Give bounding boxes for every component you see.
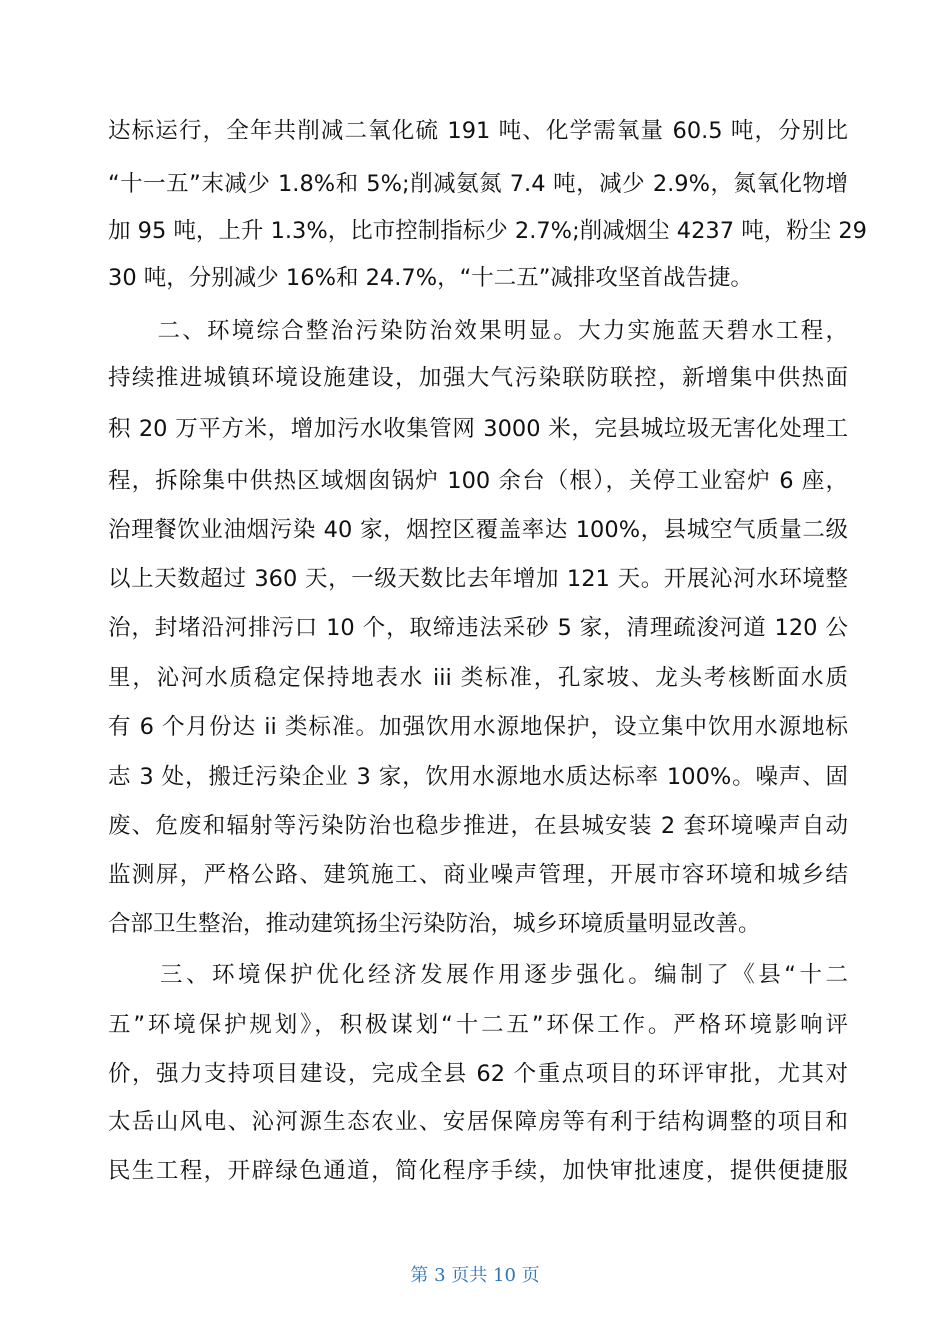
body-text-line: 里，沁河水质稳定保持地表水 iii 类标准，孔家坡、龙头考核断面水质 [108,665,848,691]
body-text-line: 治，封堵沿河排污口 10 个，取缔违法采砂 5 家，清理疏浚河道 120 公 [108,615,848,641]
body-text-line: 加 95 吨，上升 1.3%，比市控制指标少 2.7%;削减烟尘 4237 吨，粉尘 29 [108,218,867,244]
body-text-line: 持续推进城镇环境设施建设，加强大气污染联防联控，新增集中供热面 [108,365,848,391]
body-text-line: 积 20 万平方米，增加污水收集管网 3000 米，完县城垃圾无害化处理工 [108,416,848,442]
body-text-line: 价，强力支持项目建设，完成全县 62 个重点项目的环评审批，尤其对 [108,1061,848,1087]
body-text-line: 太岳山风电、沁河源生态农业、安居保障房等有利于结构调整的项目和 [108,1109,848,1135]
body-text-line: 合部卫生整治，推动建筑扬尘污染防治，城乡环境质量明显改善。 [108,911,761,937]
body-text-line: 志 3 处，搬迁污染企业 3 家，饮用水源地水质达标率 100%。噪声、固 [108,764,848,790]
body-text-line: 程，拆除集中供热区域烟囱锅炉 100 余台（根），关停工业窑炉 6 座， [108,468,848,494]
body-text-line: 治理餐饮业油烟污染 40 家，烟控区覆盖率达 100%，县城空气质量二级 [108,517,848,543]
body-text-line: 监测屏，严格公路、建筑施工、商业噪声管理，开展市容环境和城乡结 [108,862,848,888]
body-text-line: 有 6 个月份达 ii 类标准。加强饮用水源地保护，设立集中饮用水源地标 [108,714,848,740]
paragraph-heading-line: 三、环境保护优化经济发展作用逐步强化。编制了《县“十二 [108,962,848,988]
body-text-line: 废、危废和辐射等污染防治也稳步推进，在县城安装 2 套环境噪声自动 [108,813,848,839]
body-text-line: “十一五”末减少 1.8%和 5%;削减氨氮 7.4 吨，减少 2.9%，氮氧化物增 [108,171,848,197]
body-text-line: 五”环境保护规划》，积极谋划“十二五”环保工作。严格环境影响评 [108,1012,848,1038]
body-text-line: 以上天数超过 360 天，一级天数比去年增加 121 天。开展沁河水环境整 [108,566,848,592]
body-text-line: 30 吨，分别减少 16%和 24.7%，“十二五”减排攻坚首战告捷。 [108,265,753,291]
body-text-line: 达标运行，全年共削减二氧化硫 191 吨、化学需氧量 60.5 吨，分别比 [108,118,848,144]
body-text-line: 民生工程，开辟绿色通道，简化程序手续，加快审批速度，提供便捷服 [108,1158,848,1184]
page-number-footer: 第 3 页共 10 页 [410,1265,540,1286]
paragraph-heading-line: 二、环境综合整治污染防治效果明显。大力实施蓝天碧水工程， [108,318,848,344]
